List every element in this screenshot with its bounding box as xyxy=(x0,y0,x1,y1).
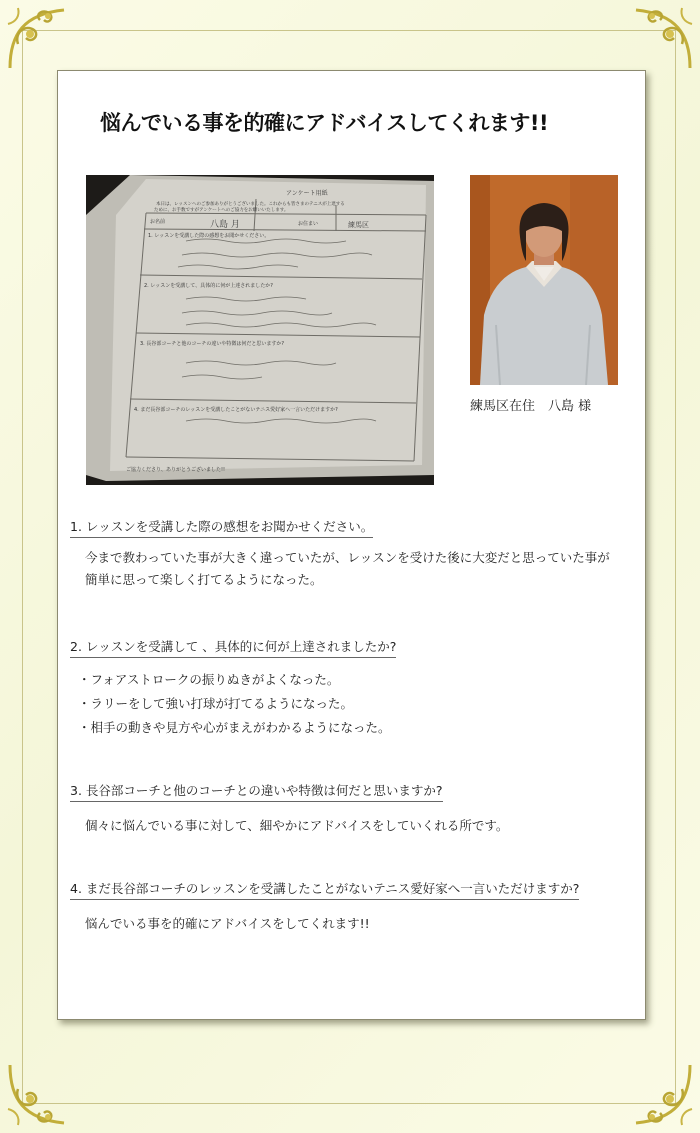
ornament-corner-icon xyxy=(626,4,696,74)
survey-name-label: お名前 xyxy=(150,219,166,225)
survey-header: アンケート用紙 xyxy=(286,190,328,197)
survey-sheet-photo xyxy=(86,175,434,485)
answer-4-line-1: 悩んでいる事を的確にアドバイスをしてくれます!! xyxy=(85,916,370,931)
answer-3-line-1: 個々に悩んでいる事に対して、細やかにアドバイスをしていくれる所です。 xyxy=(85,818,509,833)
ornament-corner-icon xyxy=(4,4,74,74)
survey-q3: 3. 長谷部コーチと他のコーチの違いや特徴は何だと思いますか? xyxy=(140,341,285,347)
portrait-caption: 練馬区在住 八島 様 xyxy=(470,399,592,414)
survey-q2: 2. レッスンを受講して、具体的に何が上達されましたか? xyxy=(144,283,273,289)
question-4: 4. まだ長谷部コーチのレッスンを受講したことがないテニス愛好家へ一言いただけますか? xyxy=(70,879,579,900)
answer-2-line-1: ・フォアストロークの振りぬきがよくなった。 xyxy=(78,672,340,687)
question-3: 3. 長谷部コーチと他のコーチとの違いや特徴は何だと思いますか? xyxy=(70,781,443,802)
customer-portrait-photo xyxy=(470,175,618,385)
survey-area-label: お住まい xyxy=(298,221,319,227)
survey-intro-2: ために、お手数ですがアンケートへのご協力をお願いいたします。 xyxy=(154,208,289,213)
survey-intro: 本日は、レッスンへのご参加ありがとうございました。これからも皆さまのテニスが上達する xyxy=(156,202,345,207)
survey-handwritten-name: 八島 月 xyxy=(210,220,240,230)
testimonial-card xyxy=(57,70,646,1020)
answer-2-line-2: ・ラリーをして強い打球が打てるようになった。 xyxy=(78,696,354,711)
question-1: 1. レッスンを受講した際の感想をお聞かせください。 xyxy=(70,517,373,538)
survey-q1: 1. レッスンを受講した際の感想をお聞かせください。 xyxy=(148,233,270,239)
survey-footer: ご協力くださり、ありがとうございました!! xyxy=(126,467,226,473)
answer-1-line-2: 簡単に思って楽しく打てるようになった。 xyxy=(85,572,323,587)
page-title: 悩んでいる事を的確にアドバイスしてくれます!! xyxy=(100,111,549,135)
answer-1-line-1: 今まで教わっていた事が大きく違っていたが、レッスンを受けた後に大変だと思っていた事が xyxy=(85,550,610,565)
ornament-corner-icon xyxy=(4,1059,74,1129)
survey-area-value: 練馬区 xyxy=(348,221,369,229)
question-2: 2. レッスンを受講して 、具体的に何が上達されましたか? xyxy=(70,637,396,658)
ornament-corner-icon xyxy=(626,1059,696,1129)
answer-2-line-3: ・相手の動きや見方や心がまえがわかるようになった。 xyxy=(78,720,391,735)
survey-q4: 4. まだ長谷部コーチのレッスンを受講したことがないテニス愛好家へ一言いただけますか? xyxy=(134,407,338,413)
